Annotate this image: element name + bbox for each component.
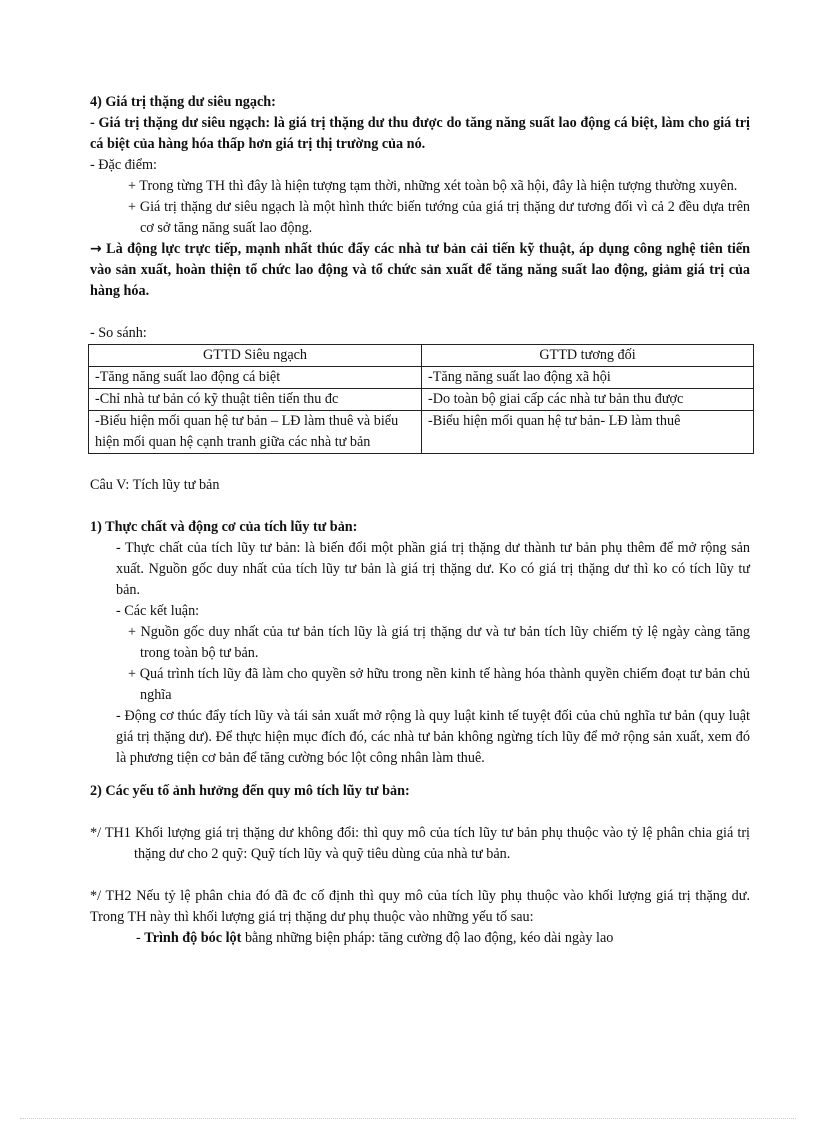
- right-arrow-icon: →: [90, 241, 102, 257]
- factor-item: [90, 928, 750, 949]
- table-cell: -Tăng năng suất lao động cá biệt: [89, 367, 422, 389]
- factor-text: bằng những biện pháp: tăng cường độ lao động, kéo dài ngày lao: [241, 930, 614, 946]
- surplus-value-definition: - Giá trị thặng dư siêu ngạch: là giá trị thặng dư thu được do tăng năng suất lao động cá biệt, làm cho giá trị cá biệt của hàng hóa thấp hơn giá trị thị trường của nó.: [90, 115, 750, 152]
- feature-item: + Trong từng TH thì đây là hiện tượng tạm thời, những xét toàn bộ xã hội, đây là hiện tượng thường xuyên.: [128, 178, 738, 194]
- table-header-cell: GTTD tương đối: [422, 345, 754, 367]
- factor-dash: -: [136, 930, 145, 946]
- table-header-row: [89, 345, 754, 367]
- section-2-heading: 2) Các yếu tố ảnh hưởng đến quy mô tích lũy tư bản:: [90, 783, 410, 799]
- table-cell: -Do toàn bộ giai cấp các nhà tư bản thu được: [422, 389, 754, 411]
- table-cell: -Biểu hiện mối quan hệ tư bản – LĐ làm thuê và biểu hiện mối quan hệ cạnh tranh giữa các nhà tư bản: [89, 411, 422, 454]
- table-row: [89, 411, 754, 454]
- table-cell: -Chỉ nhà tư bản có kỹ thuật tiên tiến thu đc: [89, 389, 422, 411]
- table-cell: -Tăng năng suất lao động xã hội: [422, 367, 754, 389]
- spacer: [90, 802, 750, 823]
- comparison-table: [88, 344, 754, 454]
- table-cell: -Biểu hiện mối quan hệ tư bản- LĐ làm thuê: [422, 411, 754, 454]
- essence-paragraph: - Thực chất của tích lũy tư bản: là biến đổi một phần giá trị thặng dư thành tư bản phụ thêm để mở rộng sản xuất. Nguồn gốc duy nhất của tích lũy tư bản là giá trị thặng dư. Ko có giá trị thặng dư thì ko có tích lũy tư bản.: [116, 540, 750, 598]
- section-1-heading: 1) Thực chất và động cơ của tích lũy tư bản:: [90, 519, 358, 535]
- conclusion-item: + Nguồn gốc duy nhất của tư bản tích lũy là giá trị thặng dư và tư bản tích lũy chiếm tỷ lệ ngày càng tăng trong toàn bộ tư bản.: [128, 624, 750, 661]
- feature-item: + Giá trị thặng dư siêu ngạch là một hình thức biến tướng của giá trị thặng dư tương đối vì cả 2 đều dựa trên cơ sở tăng năng suất lao động.: [128, 199, 750, 236]
- spacer: [90, 865, 750, 886]
- spacer: [90, 769, 750, 781]
- table-header-cell: GTTD Siêu ngạch: [89, 345, 422, 367]
- case-2-paragraph: */ TH2 Nếu tỷ lệ phân chia đó đã đc cố định thì quy mô của tích lũy phụ thuộc vào khối lượng giá trị thặng dư. Trong TH này thì khối lượng giá trị thặng dư phụ thuộc vào những yếu tố sau:: [90, 888, 750, 925]
- features-label: - Đặc điểm:: [90, 157, 157, 173]
- spacer: [90, 496, 750, 517]
- section-4-heading: 4) Giá trị thặng dư siêu ngạch:: [90, 94, 276, 110]
- chapter-title: Câu V: Tích lũy tư bản: [90, 477, 220, 493]
- spacer: [90, 302, 750, 323]
- case-1-paragraph: */ TH1 Khối lượng giá trị thặng dư không đổi: thì quy mô của tích lũy tư bản phụ thuộc vào tỷ lệ phân chia giá trị thặng dư cho 2 quỹ: Quỹ tích lũy và quỹ tiêu dùng của nhà tư bản.: [90, 825, 750, 862]
- document-page: [90, 92, 750, 949]
- page-bottom-divider: [20, 1118, 796, 1119]
- table-row: [89, 367, 754, 389]
- conclusion-text: Là động lực trực tiếp, mạnh nhất thúc đẩy các nhà tư bản cải tiến kỹ thuật, áp dụng công nghệ tiên tiến vào sản xuất, hoàn thiện tổ chức lao động và tổ chức sản xuất để tăng năng suất lao động, giảm giá trị của hàng hóa.: [90, 241, 751, 299]
- table-row: [89, 389, 754, 411]
- conclusion-item: + Quá trình tích lũy đã làm cho quyền sở hữu trong nền kinh tế hàng hóa thành quyền chiếm đoạt tư bản chủ nghĩa: [128, 666, 750, 703]
- conclusions-label: - Các kết luận:: [116, 603, 200, 619]
- factor-title: Trình độ bóc lột: [144, 930, 242, 946]
- spacer: [90, 454, 750, 475]
- conclusion-paragraph: [90, 239, 750, 302]
- compare-label: - So sánh:: [90, 325, 147, 341]
- motive-paragraph: - Động cơ thúc đẩy tích lũy và tái sản xuất mở rộng là quy luật kinh tế tuyệt đối của chủ nghĩa tư bản (quy luật giá trị thặng dư). Để thực hiện mục đích đó, các nhà tư bản không ngừng tích lũy để mở rộng sản xuất, xem đó là phương tiện cơ bản để tăng cường bóc lột công nhân làm thuê.: [116, 708, 750, 766]
